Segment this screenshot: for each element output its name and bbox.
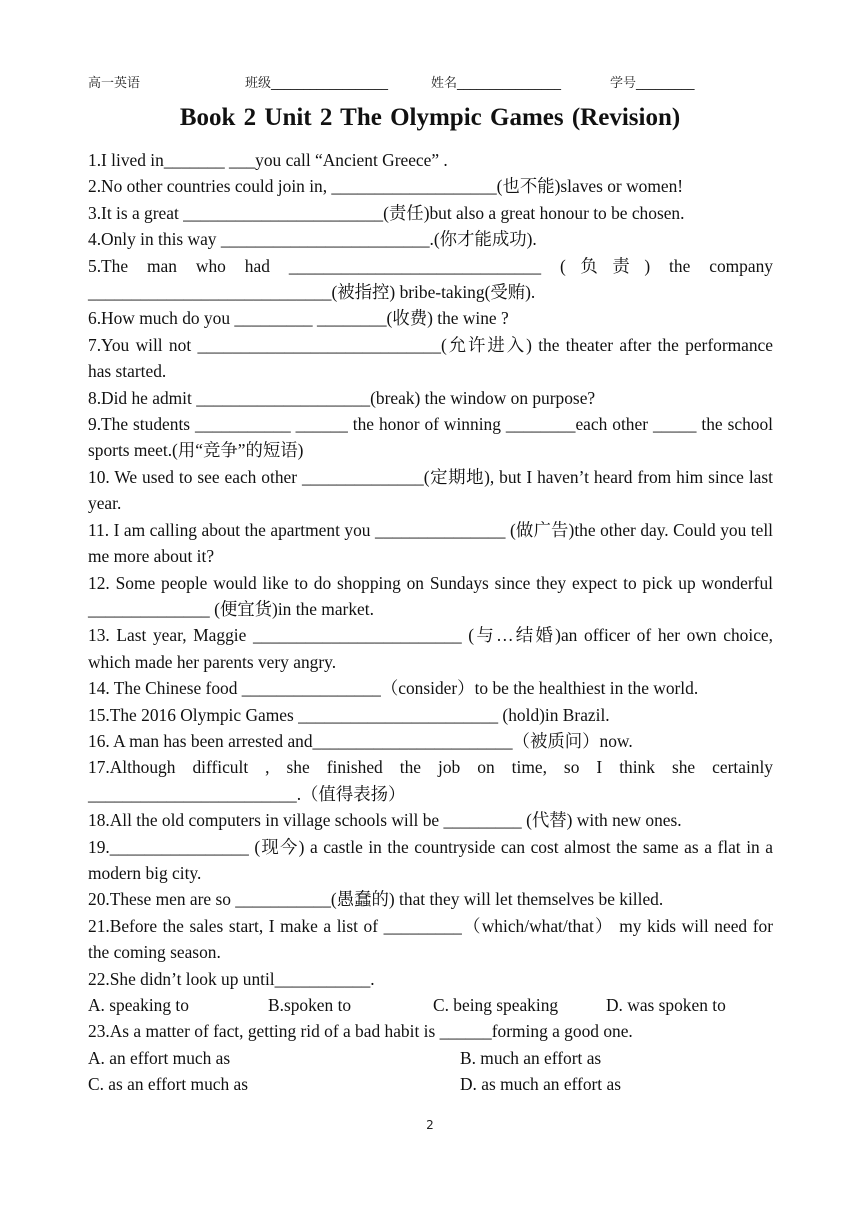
question-5: 5.The man who had _____________________________ (负责) the company ____________________________(被指控) bribe-taking(受贿). <box>88 255 773 303</box>
q23-option-c: C. as an effort much as <box>88 1074 249 1095</box>
q23-option-d: D. as much an effort as <box>460 1074 621 1095</box>
question-13: 13. Last year, Maggie ________________________ (与…结婚)an officer of her own choice, which made her parents very angry. <box>88 625 773 672</box>
question-11: 11. I am calling about the apartment you _______________ (做广告)the other day. Could you tell me more about it? <box>88 519 773 567</box>
question-18: 18.All the old computers in village schools will be _________ (代替) with new ones. <box>88 810 682 831</box>
question-20: 20.These men are so ___________(愚蠢的) that they will let themselves be killed. <box>88 889 664 910</box>
q22-option-d: D. was spoken to <box>606 995 726 1015</box>
q22-option-b: B.spoken to <box>268 995 352 1015</box>
question-17: 17.Although difficult , she finished the job on time, so I think she certainly ________________________.（值得表扬） <box>88 757 773 804</box>
question-15: 15.The 2016 Olympic Games _______________________ (hold)in Brazil. <box>88 704 610 725</box>
question-23: 23.As a matter of fact, getting rid of a bad habit is ______forming a good one. <box>88 1021 633 1042</box>
question-2: 2.No other countries could join in, ___________________(也不能)slaves or women! <box>88 176 684 197</box>
question-14: 14. The Chinese food ________________（consider）to be the healthiest in the world. <box>88 678 699 699</box>
page-title: Book 2 Unit 2 The Olympic Games (Revision) <box>179 104 681 131</box>
question-16: 16. A man has been arrested and_______________________（被质问）now. <box>88 730 633 751</box>
question-22: 22.She didn’t look up until___________. <box>88 968 375 989</box>
question-3: 3.It is a great _______________________(责任)but also a great honour to be chosen. <box>88 202 685 223</box>
question-22-options <box>88 992 773 1018</box>
question-8: 8.Did he admit ____________________(break) the window on purpose? <box>88 387 596 408</box>
question-19: 19.________________ (现今) a castle in the countryside can cost almost the same as a flat in a modern big city. <box>88 836 773 883</box>
question-7: 7.You will not ____________________________(允许进入) the theater after the performance has started. <box>88 334 773 382</box>
student-id-field: 学号_________ <box>610 76 695 91</box>
question-23-options-row-2 <box>88 1071 773 1097</box>
question-10: 10. We used to see each other ______________(定期地), but I haven’t heard from him since last year. <box>88 466 773 514</box>
question-1: 1.I lived in_______ ___you call “Ancient Greece” . <box>88 150 448 170</box>
question-12: 12. Some people would like to do shopping on Sundays since they expect to pick up wonderful ______________ (便宜货)in the market. <box>88 572 773 619</box>
page-number: 2 <box>426 1118 434 1132</box>
grade-label: 高一英语 <box>88 76 141 91</box>
question-6: 6.How much do you _________ ________(收费) the wine ? <box>88 308 509 329</box>
q22-option-c: C. being speaking <box>433 995 559 1015</box>
name-field: 姓名________________ <box>431 76 562 91</box>
question-list <box>88 147 773 1098</box>
question-9: 9.The students ___________ ______ the honor of winning ________each other _____ the school sports meet.(用“竞争”的短语) <box>88 414 773 461</box>
question-23-options-row-1 <box>88 1045 773 1071</box>
question-21: 21.Before the sales start, I make a list of _________（which/what/that） my kids will need for the coming season. <box>88 915 773 963</box>
q22-option-a: A. speaking to <box>88 995 189 1015</box>
q23-option-a: A. an effort much as <box>88 1047 231 1068</box>
question-4: 4.Only in this way ________________________.(你才能成功). <box>88 229 537 250</box>
q23-option-b: B. much an effort as <box>460 1047 602 1068</box>
class-field: 班级__________________ <box>245 76 389 91</box>
